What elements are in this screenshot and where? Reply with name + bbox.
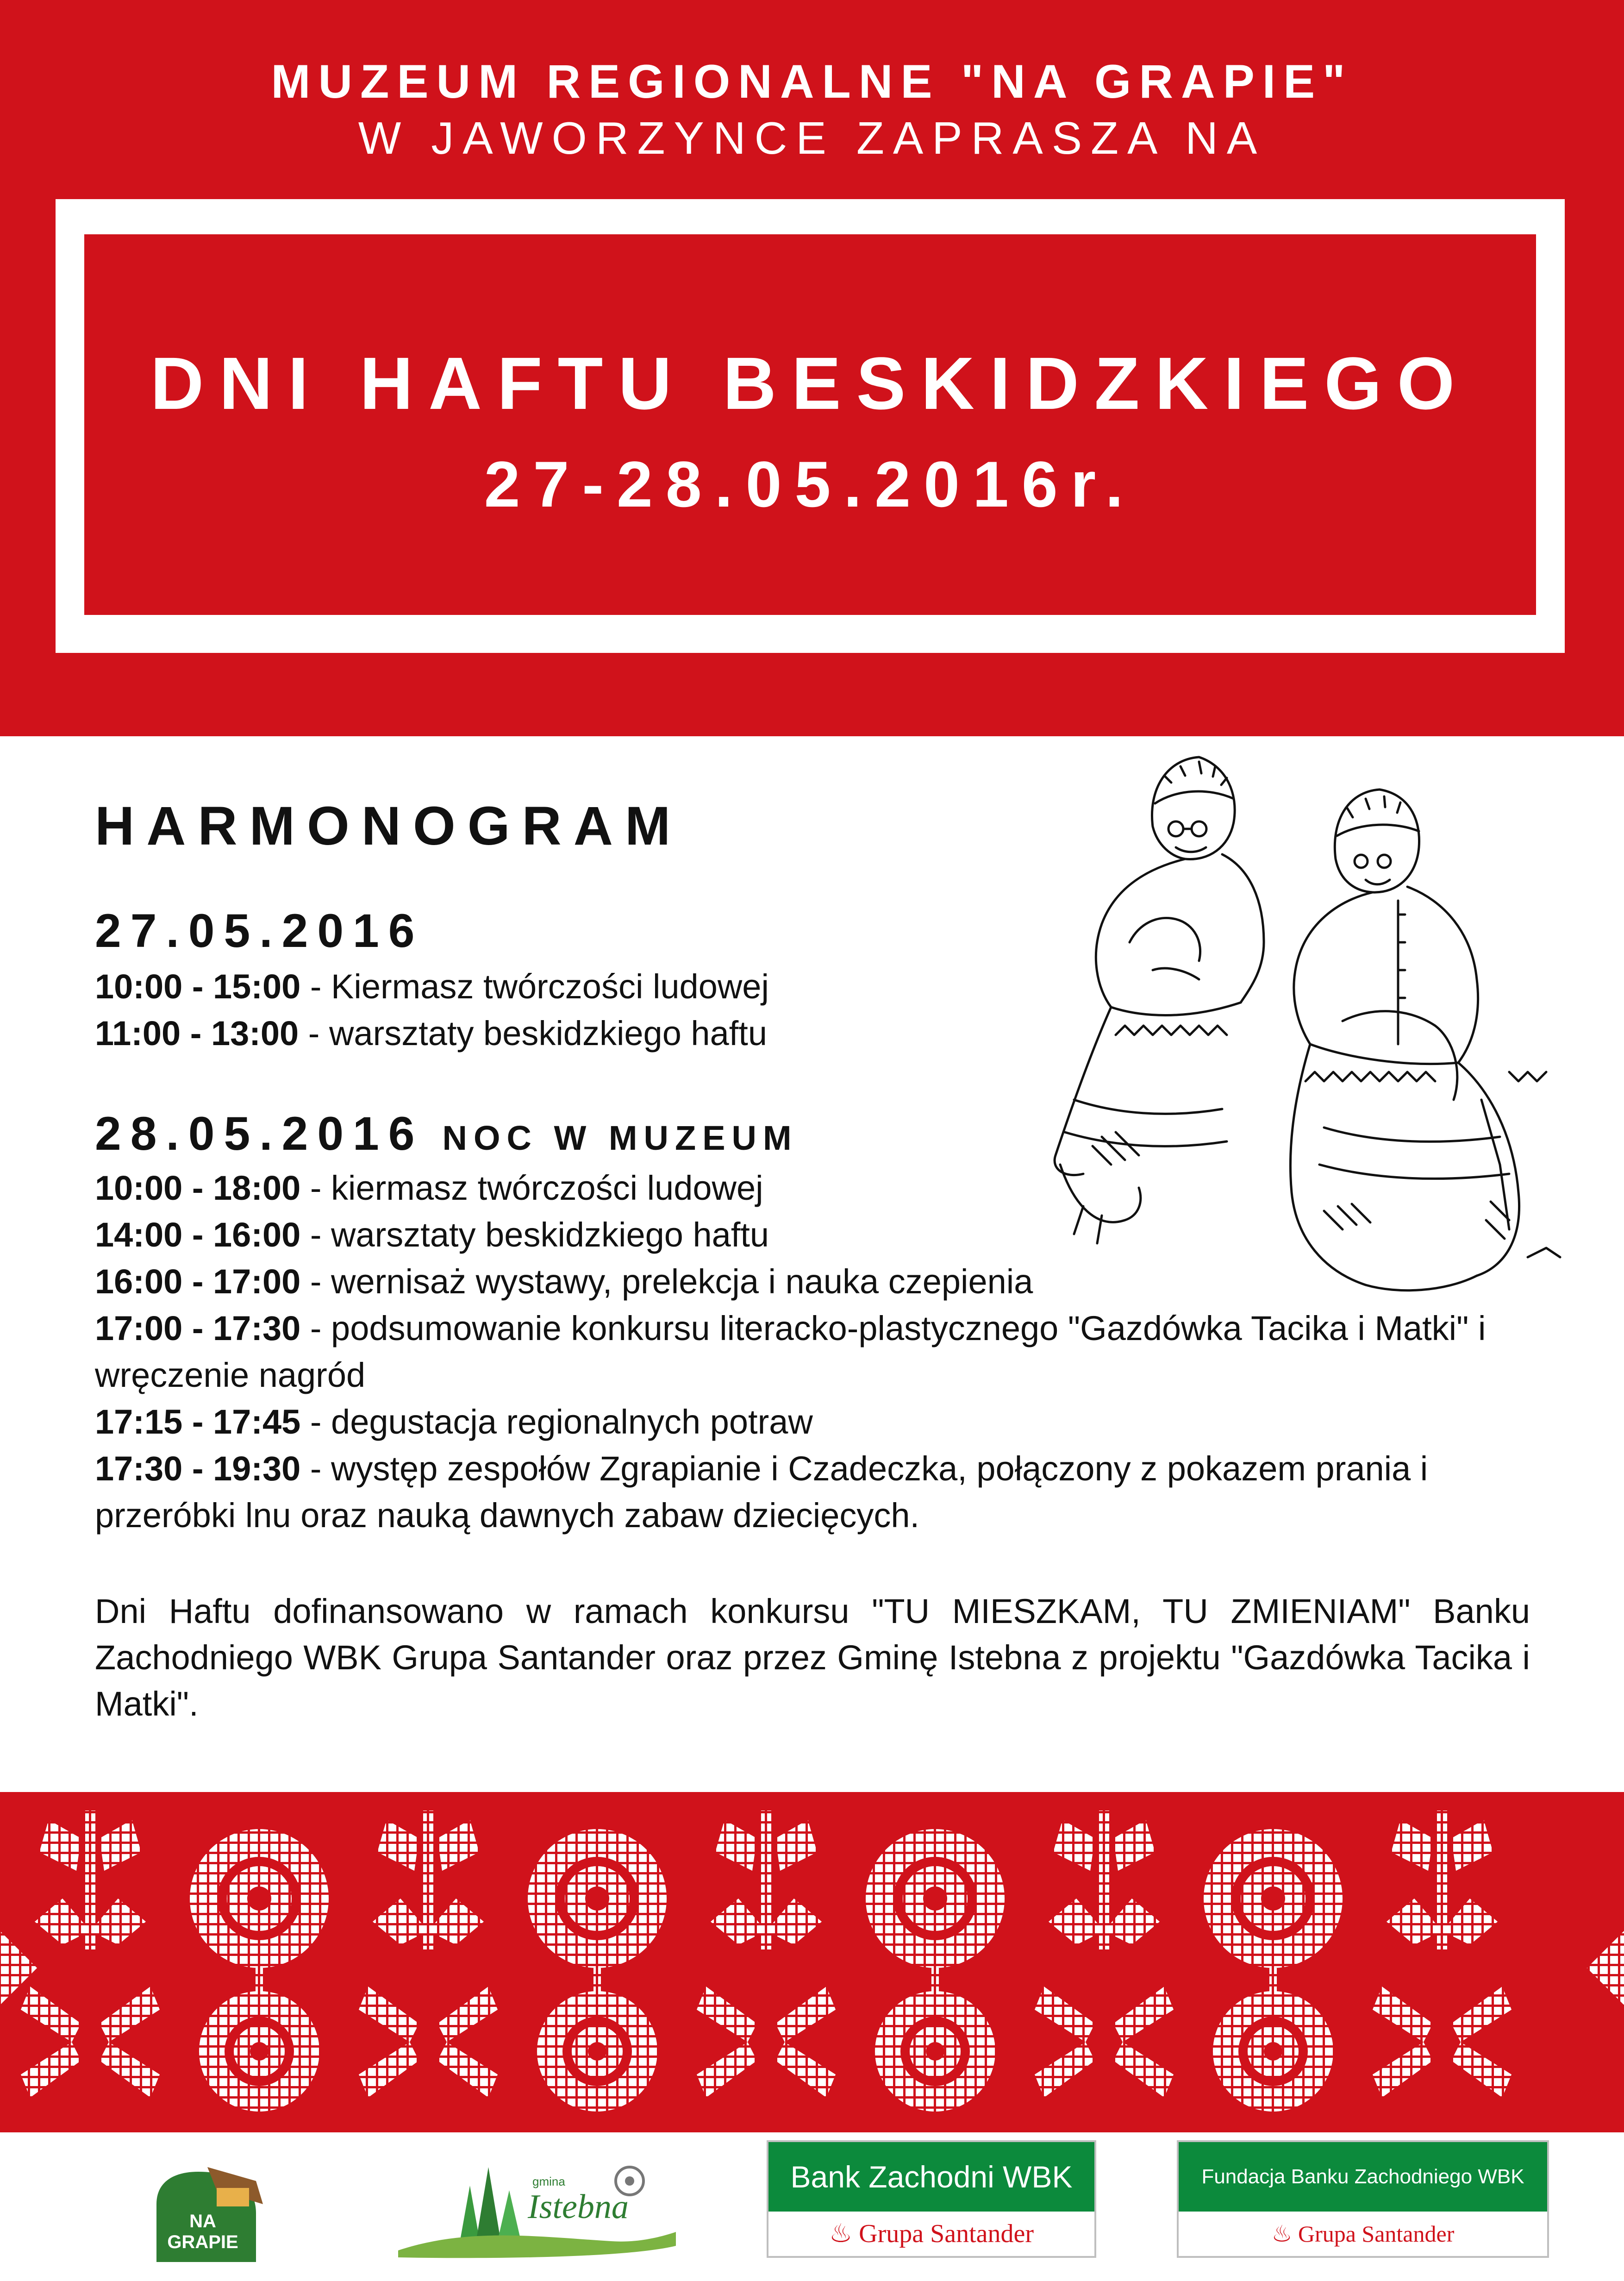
museum-invite: W JAWORZYNCE ZAPRASZA NA bbox=[358, 113, 1266, 163]
day-2-heading bbox=[95, 1107, 798, 1161]
bzwbk-group: ♨ Grupa Santander bbox=[829, 2219, 1034, 2248]
entry-time: 11:00 - 13:00 bbox=[95, 1014, 299, 1053]
flame-icon: ♨ bbox=[1271, 2221, 1298, 2247]
entry-text: - podsumowanie konkursu literacko-plastycznego "Gazdówka Tacika i Matki" i wręczenie nagród bbox=[95, 1309, 1486, 1394]
entry-text: - degustacja regionalnych potraw bbox=[300, 1403, 813, 1441]
logo-bank-zachodni-wbk bbox=[767, 2140, 1096, 2258]
day-2-date: 28.05.2016 bbox=[95, 1107, 424, 1160]
logo-gmina-istebna bbox=[398, 2158, 676, 2260]
istebna-gmina-label: gmina bbox=[532, 2174, 565, 2188]
event-dates: 27-28.05.2016r. bbox=[484, 448, 1137, 520]
event-title: DNI HAFTU BESKIDZKIEGO bbox=[150, 342, 1470, 425]
schedule-entry bbox=[95, 1445, 1530, 1539]
entry-text: - kiermasz twórczości ludowej bbox=[300, 1169, 763, 1207]
entry-time: 16:00 - 17:00 bbox=[95, 1262, 301, 1301]
entry-text: - Kiermasz twórczości ludowej bbox=[300, 967, 769, 1006]
folk-embroidery-pattern bbox=[0, 1792, 1624, 2132]
entry-time: 14:00 - 16:00 bbox=[95, 1216, 301, 1254]
entry-text: - warsztaty beskidzkiego haftu bbox=[300, 1216, 769, 1254]
fundacja-name: Fundacja Banku Zachodniego WBK bbox=[1179, 2142, 1547, 2212]
museum-name: MUZEUM REGIONALNE "NA GRAPIE" bbox=[271, 55, 1353, 108]
entry-text: - warsztaty beskidzkiego haftu bbox=[299, 1014, 768, 1053]
day-2-subtitle: NOC W MUZEUM bbox=[442, 1119, 798, 1157]
entry-time: 17:00 - 17:30 bbox=[95, 1309, 301, 1347]
nagrapie-line1: NA bbox=[189, 2211, 216, 2231]
entry-time: 10:00 - 18:00 bbox=[95, 1169, 301, 1207]
funding-note: Dni Haftu dofinansowano w ramach konkursu "TU MIESZKAM, TU ZMIENIAM" Banku Zachodniego WBK Grupa Santander oraz przez Gminę Istebna z projektu "Gazdówka Tacika i Matki". bbox=[95, 1592, 1530, 1723]
logo-fundacja-bzwbk bbox=[1177, 2140, 1549, 2258]
embroidering-women-illustration bbox=[1046, 748, 1569, 1303]
schedule-entry bbox=[95, 1305, 1530, 1398]
bzwbk-name: Bank Zachodni WBK bbox=[768, 2142, 1094, 2212]
logo-na-grapie bbox=[147, 2162, 265, 2262]
flame-icon: ♨ bbox=[829, 2219, 859, 2248]
nagrapie-line2: GRAPIE bbox=[167, 2232, 238, 2252]
entry-time: 17:30 - 19:30 bbox=[95, 1449, 301, 1488]
istebna-name: Istebna bbox=[528, 2188, 629, 2226]
schedule-heading: HARMONOGRAM bbox=[95, 796, 683, 857]
entry-time: 17:15 - 17:45 bbox=[95, 1403, 301, 1441]
fundacja-group: ♨ Grupa Santander bbox=[1271, 2221, 1455, 2247]
day-1-date: 27.05.2016 bbox=[95, 904, 424, 957]
entry-text: - wernisaż wystawy, prelekcja i nauka czepienia bbox=[300, 1262, 1033, 1301]
entry-text: - występ zespołów Zgrapianie i Czadeczka, połączony z pokazem prania i przeróbki lnu oraz nauką dawnych zabaw dziecięcych. bbox=[95, 1449, 1428, 1535]
day-1-heading bbox=[95, 904, 424, 958]
entry-time: 10:00 - 15:00 bbox=[95, 967, 301, 1006]
schedule-entry bbox=[95, 1398, 1530, 1445]
